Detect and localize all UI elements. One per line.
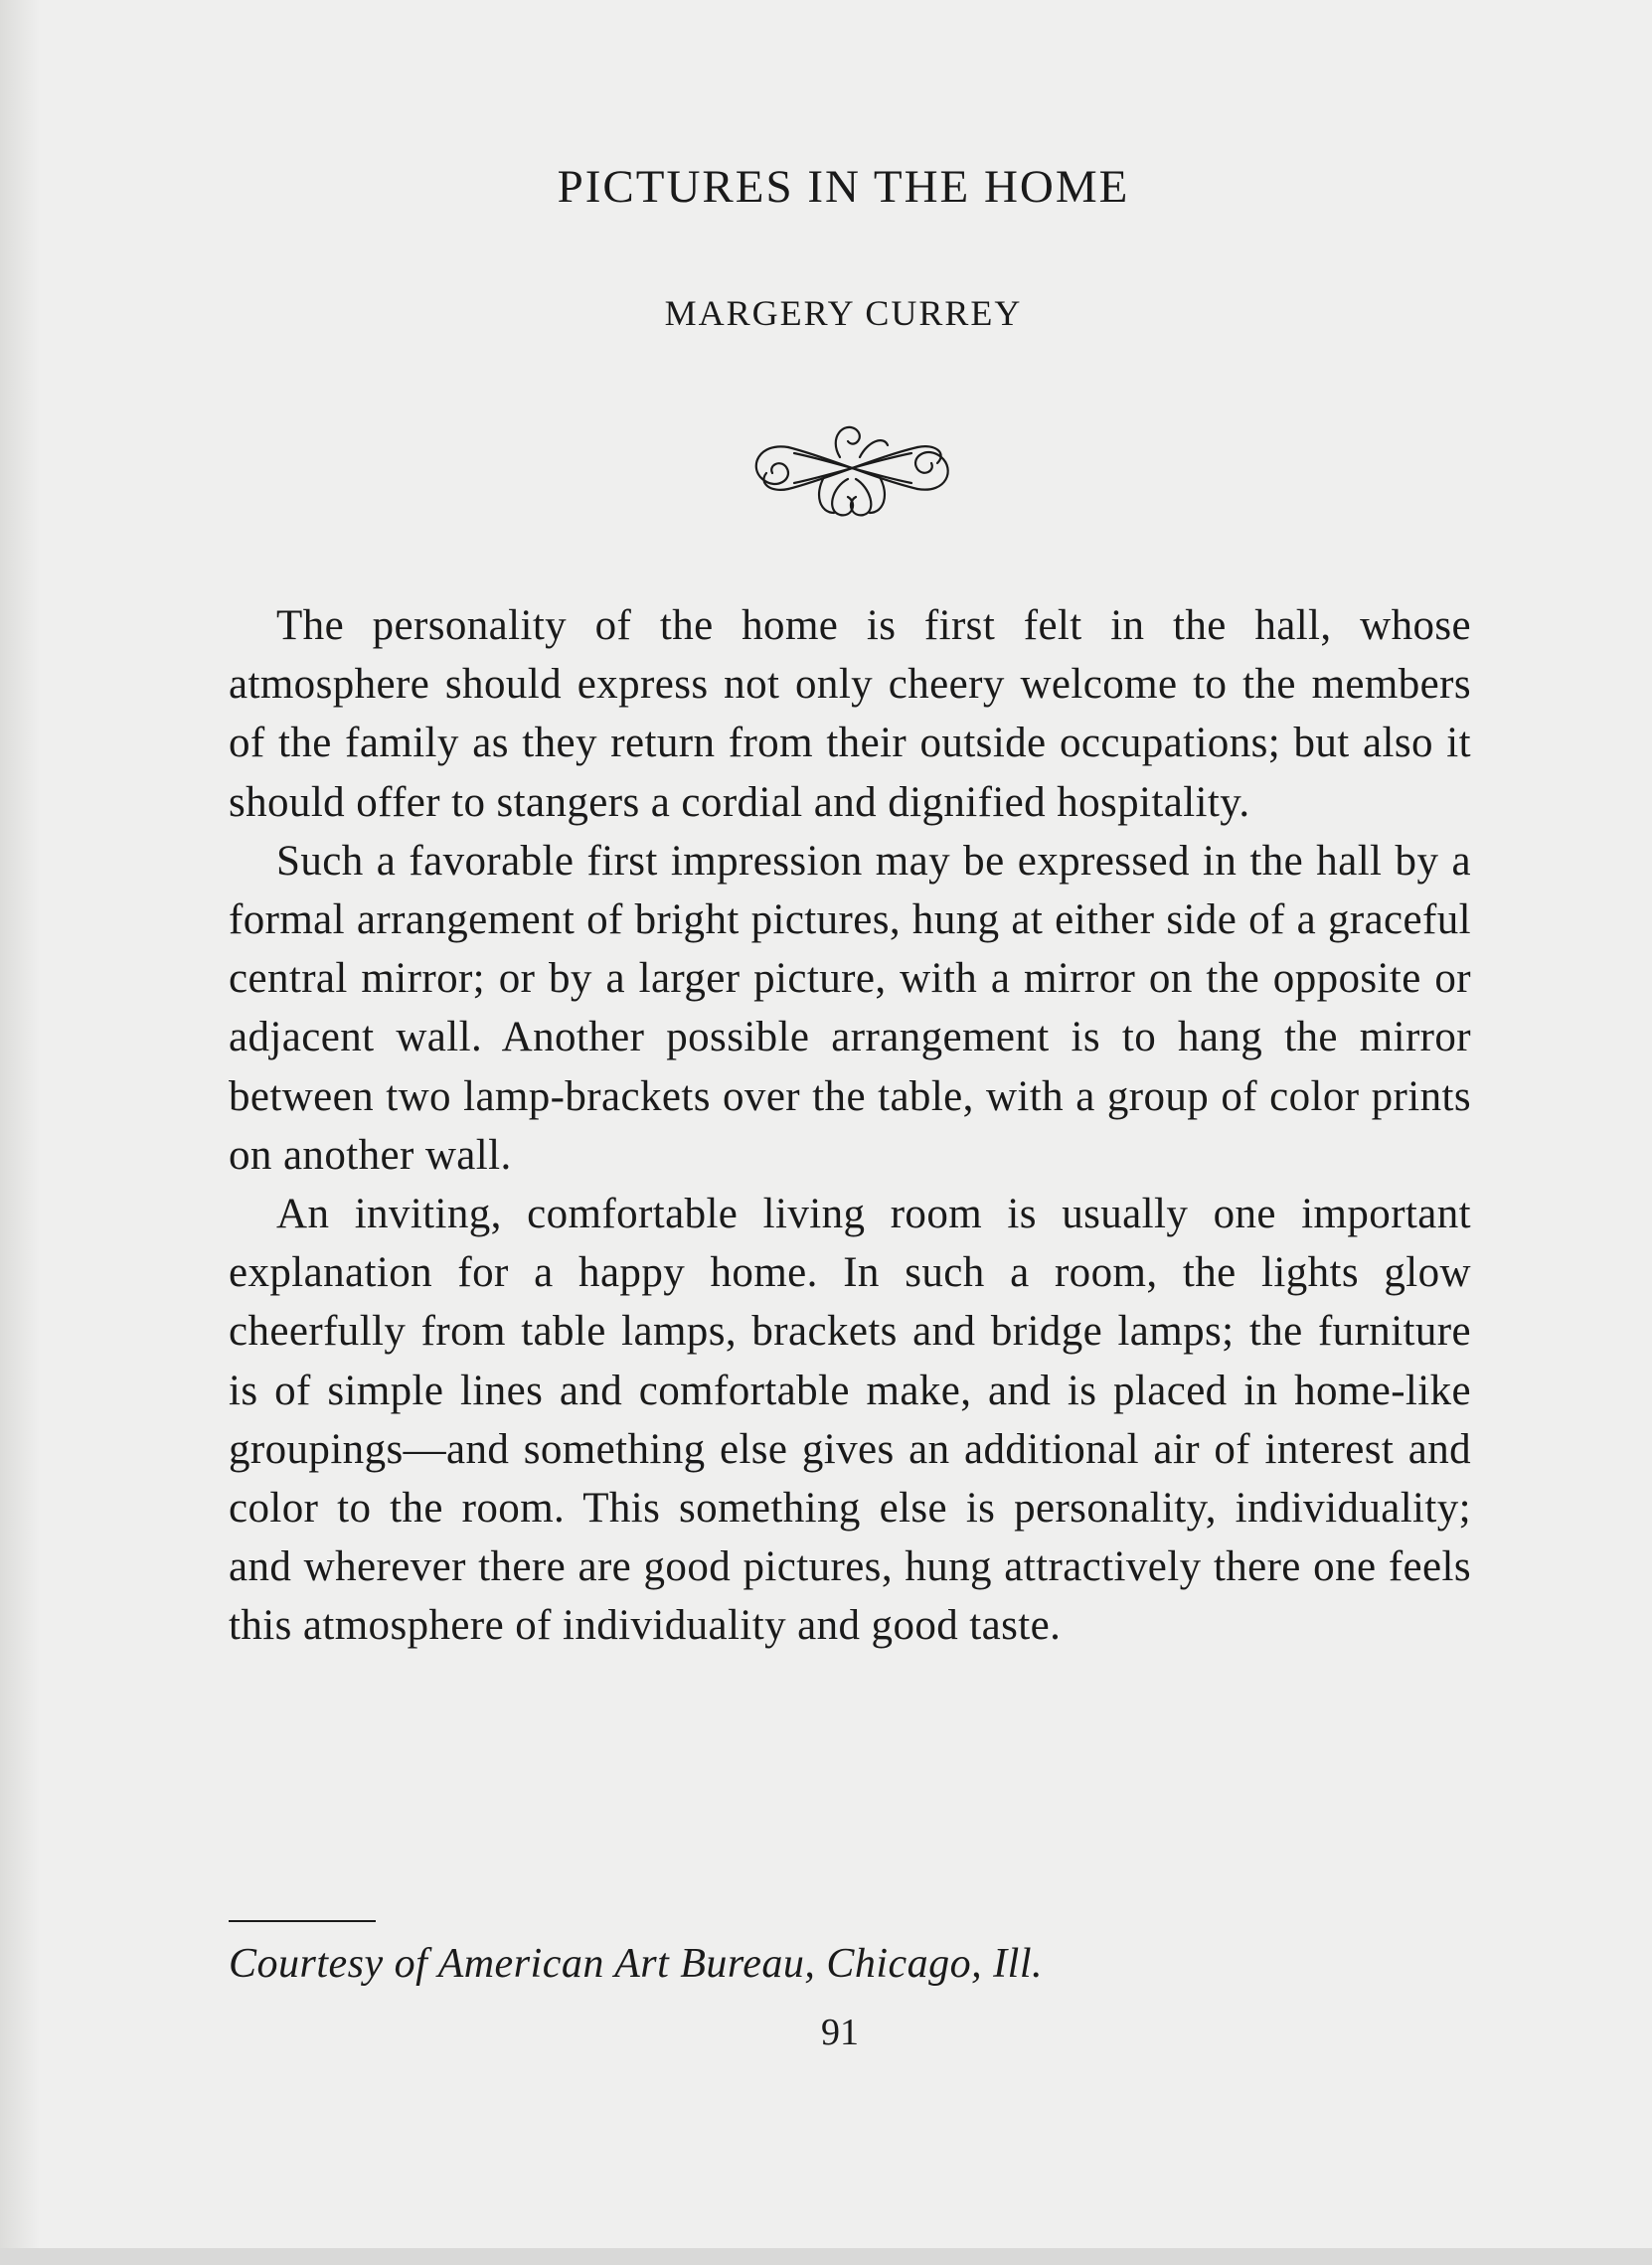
page-bottom-edge xyxy=(0,2248,1652,2265)
article-author: MARGERY CURREY xyxy=(664,293,1023,333)
article-title: PICTURES IN THE HOME xyxy=(557,161,1130,213)
article-body xyxy=(229,596,1471,1656)
scroll-flourish-icon xyxy=(748,417,955,519)
paragraph-1: The personality of the home is first felt in the hall, whose atmosphere should express not only cheery welcome to the members of the family as they return from their outside occupations; but also it should offer to stangers a cordial and dignified hospitality. xyxy=(229,602,1471,826)
footnote-rule xyxy=(229,1920,376,1922)
page-gutter-shadow xyxy=(0,0,40,2265)
image-credit: Courtesy of American Art Bureau, Chicago, Ill. xyxy=(229,1941,1043,1987)
paragraph-2: Such a favorable first impression may be expressed in the hall by a formal arrangement of bright pictures, hung at either side of a graceful central mirror; or by a larger picture, with a mirror on the opposite or adjacent wall. Another possible arrangement is to hang the mirror between two lamp-brackets over the table, with a group of color prints on another wall. xyxy=(229,837,1471,1179)
page-number: 91 xyxy=(821,2012,859,2053)
paragraph-3: An inviting, comfortable living room is usually one important explanation for a happy home. In such a room, the lights glow cheerfully from table lamps, brackets and bridge lamps; the furniture is of simple lines and comfortable make, and is placed in home-like groupings—and something else gives an additional air of interest and color to the room. This something else is personality, individuality; and wherever there are good pictures, hung attractively there one feels this atmosphere of individuality and good taste. xyxy=(229,1191,1471,1650)
